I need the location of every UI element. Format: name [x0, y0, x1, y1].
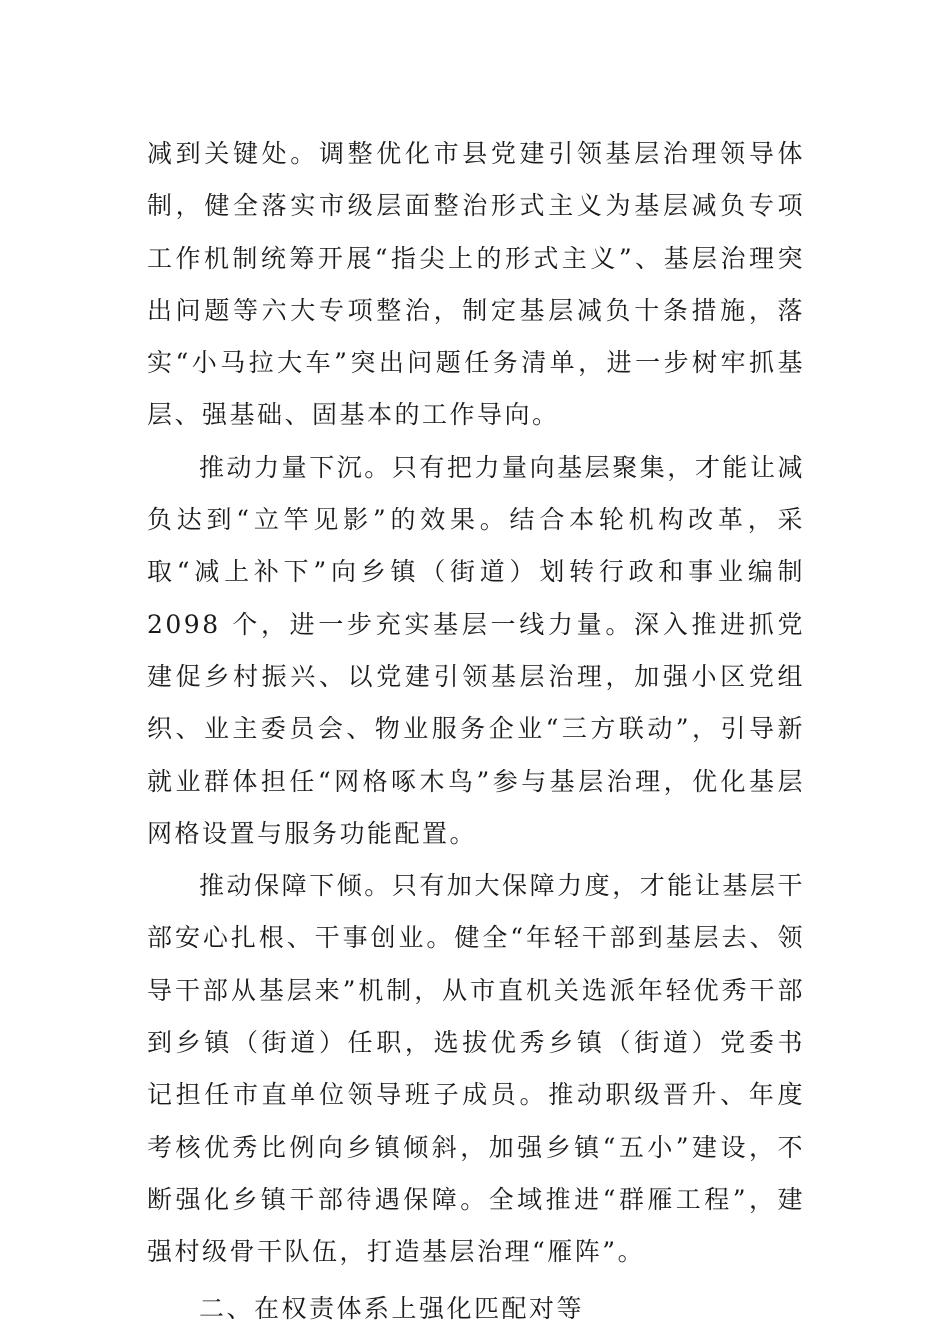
paragraph-force-sinking: 推动力量下沉。只有把力量向基层聚集，才能让减负达到“立竿见影”的效果。结合本轮机构改革，采取“减上补下”向乡镇（街道）划转行政和事业编制 2098 个，进一步充实基层一线力量。深入推进抓党建促乡村振兴、以党建引领基层治理，加强小区党组织、业主委员会、物业服务企业“三方联动”，引导新就业群体担任“网格啄木鸟”参与基层治理，优化基层网格设置与服务功能配置。: [147, 452, 805, 848]
body-text: [147, 128, 805, 1335]
paragraph-guarantee-tilt: 推动保障下倾。只有加大保障力度，才能让基层干部安心扎根、干事创业。健全“年轻干部到基层去、领导干部从基层来”机制，从市直机关选派年轻优秀干部到乡镇（街道）任职，选拔优秀乡镇（街道）党委书记担任市直单位领导班子成员。推动职级晋升、年度考核优秀比例向乡镇倾斜，加强乡镇“五小”建设，不断强化乡镇干部待遇保障。全域推进“群雁工程”，建强村级骨干队伍，打造基层治理“雁阵”。: [147, 871, 805, 1267]
section-heading: 二、在权责体系上强化匹配对等: [199, 1293, 585, 1323]
paragraph-continued: 减到关键处。调整优化市县党建引领基层治理领导体制，健全落实市级层面整治形式主义为基层减负专项工作机制统筹开展“指尖上的形式主义”、基层治理突出问题等六大专项整治，制定基层减负十条措施，落实“小马拉大车”突出问题任务清单，进一步树牢抓基层、强基础、固基本的工作导向。: [147, 139, 805, 430]
